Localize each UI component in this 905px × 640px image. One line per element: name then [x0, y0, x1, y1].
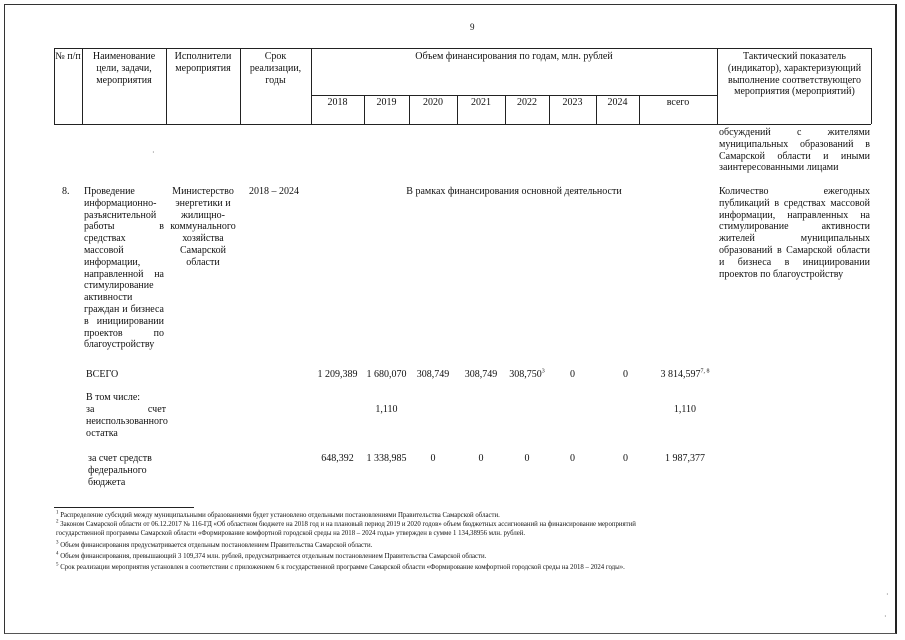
year-2018: 2018 — [327, 97, 348, 108]
total-all-years — [646, 369, 724, 380]
row8-activity-name: Проведение информационно-разъяснительной работы в средствах массовой информации, направленной на стимулирование активности граждан и бизнеса в инициировании проектов по благоустройству — [84, 186, 164, 351]
total-2019: 1 680,070 — [366, 369, 407, 380]
footnote-2-continued — [56, 530, 525, 538]
total-2021: 308,749 — [464, 369, 498, 380]
header-col-executor: Исполнители мероприятия — [174, 51, 232, 74]
header-col-funding: Объем финансирования по годам, млн. рублей — [415, 51, 613, 62]
footnote-5-text: Срок реализации мероприятия установлен в соответствии с приложением 6 к государственной программе Самарской области «Формирование комфортной городской среды на 2018 – 2024 годы». — [60, 564, 625, 571]
federal-budget-label: за счет средств федерального бюджета — [88, 453, 152, 488]
federal-total: 1 987,377 — [665, 453, 705, 464]
year-2019: 2019 — [376, 97, 397, 108]
row8-number: 8. — [62, 186, 70, 197]
year-2020: 2020 — [423, 97, 443, 108]
footnote-3-text: Объем финансирования предусматривается отдельным постановлением Правительства Самарской области. — [60, 542, 373, 549]
footnote-separator — [54, 507, 194, 508]
federal-2019: 1 338,985 — [366, 453, 407, 464]
federal-2024: 0 — [623, 453, 628, 464]
year-2021: 2021 — [471, 97, 491, 108]
federal-2023: 0 — [570, 453, 575, 464]
row8-executor: Министерство энергетики и жилищно-коммунального хозяйства Самарской области — [170, 186, 236, 268]
scan-speck: · — [152, 148, 155, 157]
continued-indicator: обсуждений с жителями муниципальных образований в Самарской области и иными заинтересованными лицами — [719, 127, 870, 174]
scan-speck: · — [884, 612, 887, 621]
total-2022 — [505, 369, 549, 380]
total-2022-value: 308,750 — [509, 369, 542, 380]
year-total: всего — [666, 97, 690, 108]
unused-balance-label: за счет неиспользованного остатка — [86, 404, 168, 439]
footnote-1-marker: 1 — [56, 510, 59, 516]
footnote-5 — [56, 564, 625, 572]
total-2024: 0 — [623, 369, 628, 380]
total-label: ВСЕГО — [86, 369, 119, 380]
total-all-years-value: 3 814,597 — [660, 369, 701, 380]
header-col-term: Срок реализации, годы — [249, 51, 302, 86]
page-number: 9 — [470, 22, 475, 32]
year-2024: 2024 — [607, 97, 628, 108]
total-2023: 0 — [570, 369, 575, 380]
row8-term: 2018 – 2024 — [249, 186, 299, 197]
footnote-2 — [56, 521, 636, 529]
footnote-ref-3: 3 — [541, 368, 545, 375]
federal-2018: 648,392 — [321, 453, 354, 464]
scan-speck: · — [886, 590, 889, 599]
footnote-2-text: Законом Самарской области от 06.12.2017 № 116-ГД «Об областном бюджете на 2018 год и на плановый период 2019 и 2020 годов» объем бюджетных ассигнований на финансирование мероприятий — [60, 521, 636, 528]
row8-indicator: Количество ежегодных публикаций в средствах массовой информации, направленных на стимулирование активности жителей муниципальных образований в Самарской области и бизнеса в инициировании проектов по благоустройству — [719, 186, 870, 280]
footnote-5-marker: 5 — [56, 562, 59, 568]
footnote-2-marker: 2 — [56, 519, 59, 525]
year-2022: 2022 — [517, 97, 537, 108]
total-2020: 308,749 — [416, 369, 450, 380]
footnote-1 — [56, 512, 500, 520]
unused-2019: 1,110 — [375, 404, 398, 415]
header-col-number: № п/п — [55, 51, 81, 62]
footnote-3 — [56, 542, 372, 550]
header-col-indicator: Тактический показатель (индикатор), характеризующий выполнение соответствующего мероприятия (мероприятий) — [727, 51, 862, 98]
footnote-3-marker: 3 — [56, 540, 59, 546]
unused-total: 1,110 — [673, 404, 697, 415]
federal-2021: 0 — [478, 453, 484, 464]
federal-2020: 0 — [430, 453, 436, 464]
footnote-4 — [56, 553, 486, 561]
total-2018: 1 209,389 — [317, 369, 358, 380]
year-2023: 2023 — [562, 97, 583, 108]
footnote-1-text: Распределение субсидий между муниципальными образованиями будет установлено отдельными постановлениями Правительства Самарской области. — [60, 512, 500, 519]
row8-funding-note: В рамках финансирования основной деятельности — [406, 186, 622, 197]
including-label: В том числе: — [86, 392, 141, 403]
footnote-4-text: Объем финансирования, превышающий 3 109,374 млн. рублей, предусматривается отдельным постановлением Правительства Самарской области. — [60, 553, 487, 560]
federal-2022: 0 — [524, 453, 530, 464]
header-col-name: Наименование цели, задачи, мероприятия — [92, 51, 156, 86]
footnote-4-marker: 4 — [56, 551, 59, 557]
footnote-ref-7-8: 7, 8 — [700, 368, 710, 375]
footnote-2-continued-text: государственной программы Самарской области «Формирование комфортной городской среды на 2018 – 2024 годы» утвержден в сумме 1 134,38956 млн. рублей. — [56, 530, 526, 537]
